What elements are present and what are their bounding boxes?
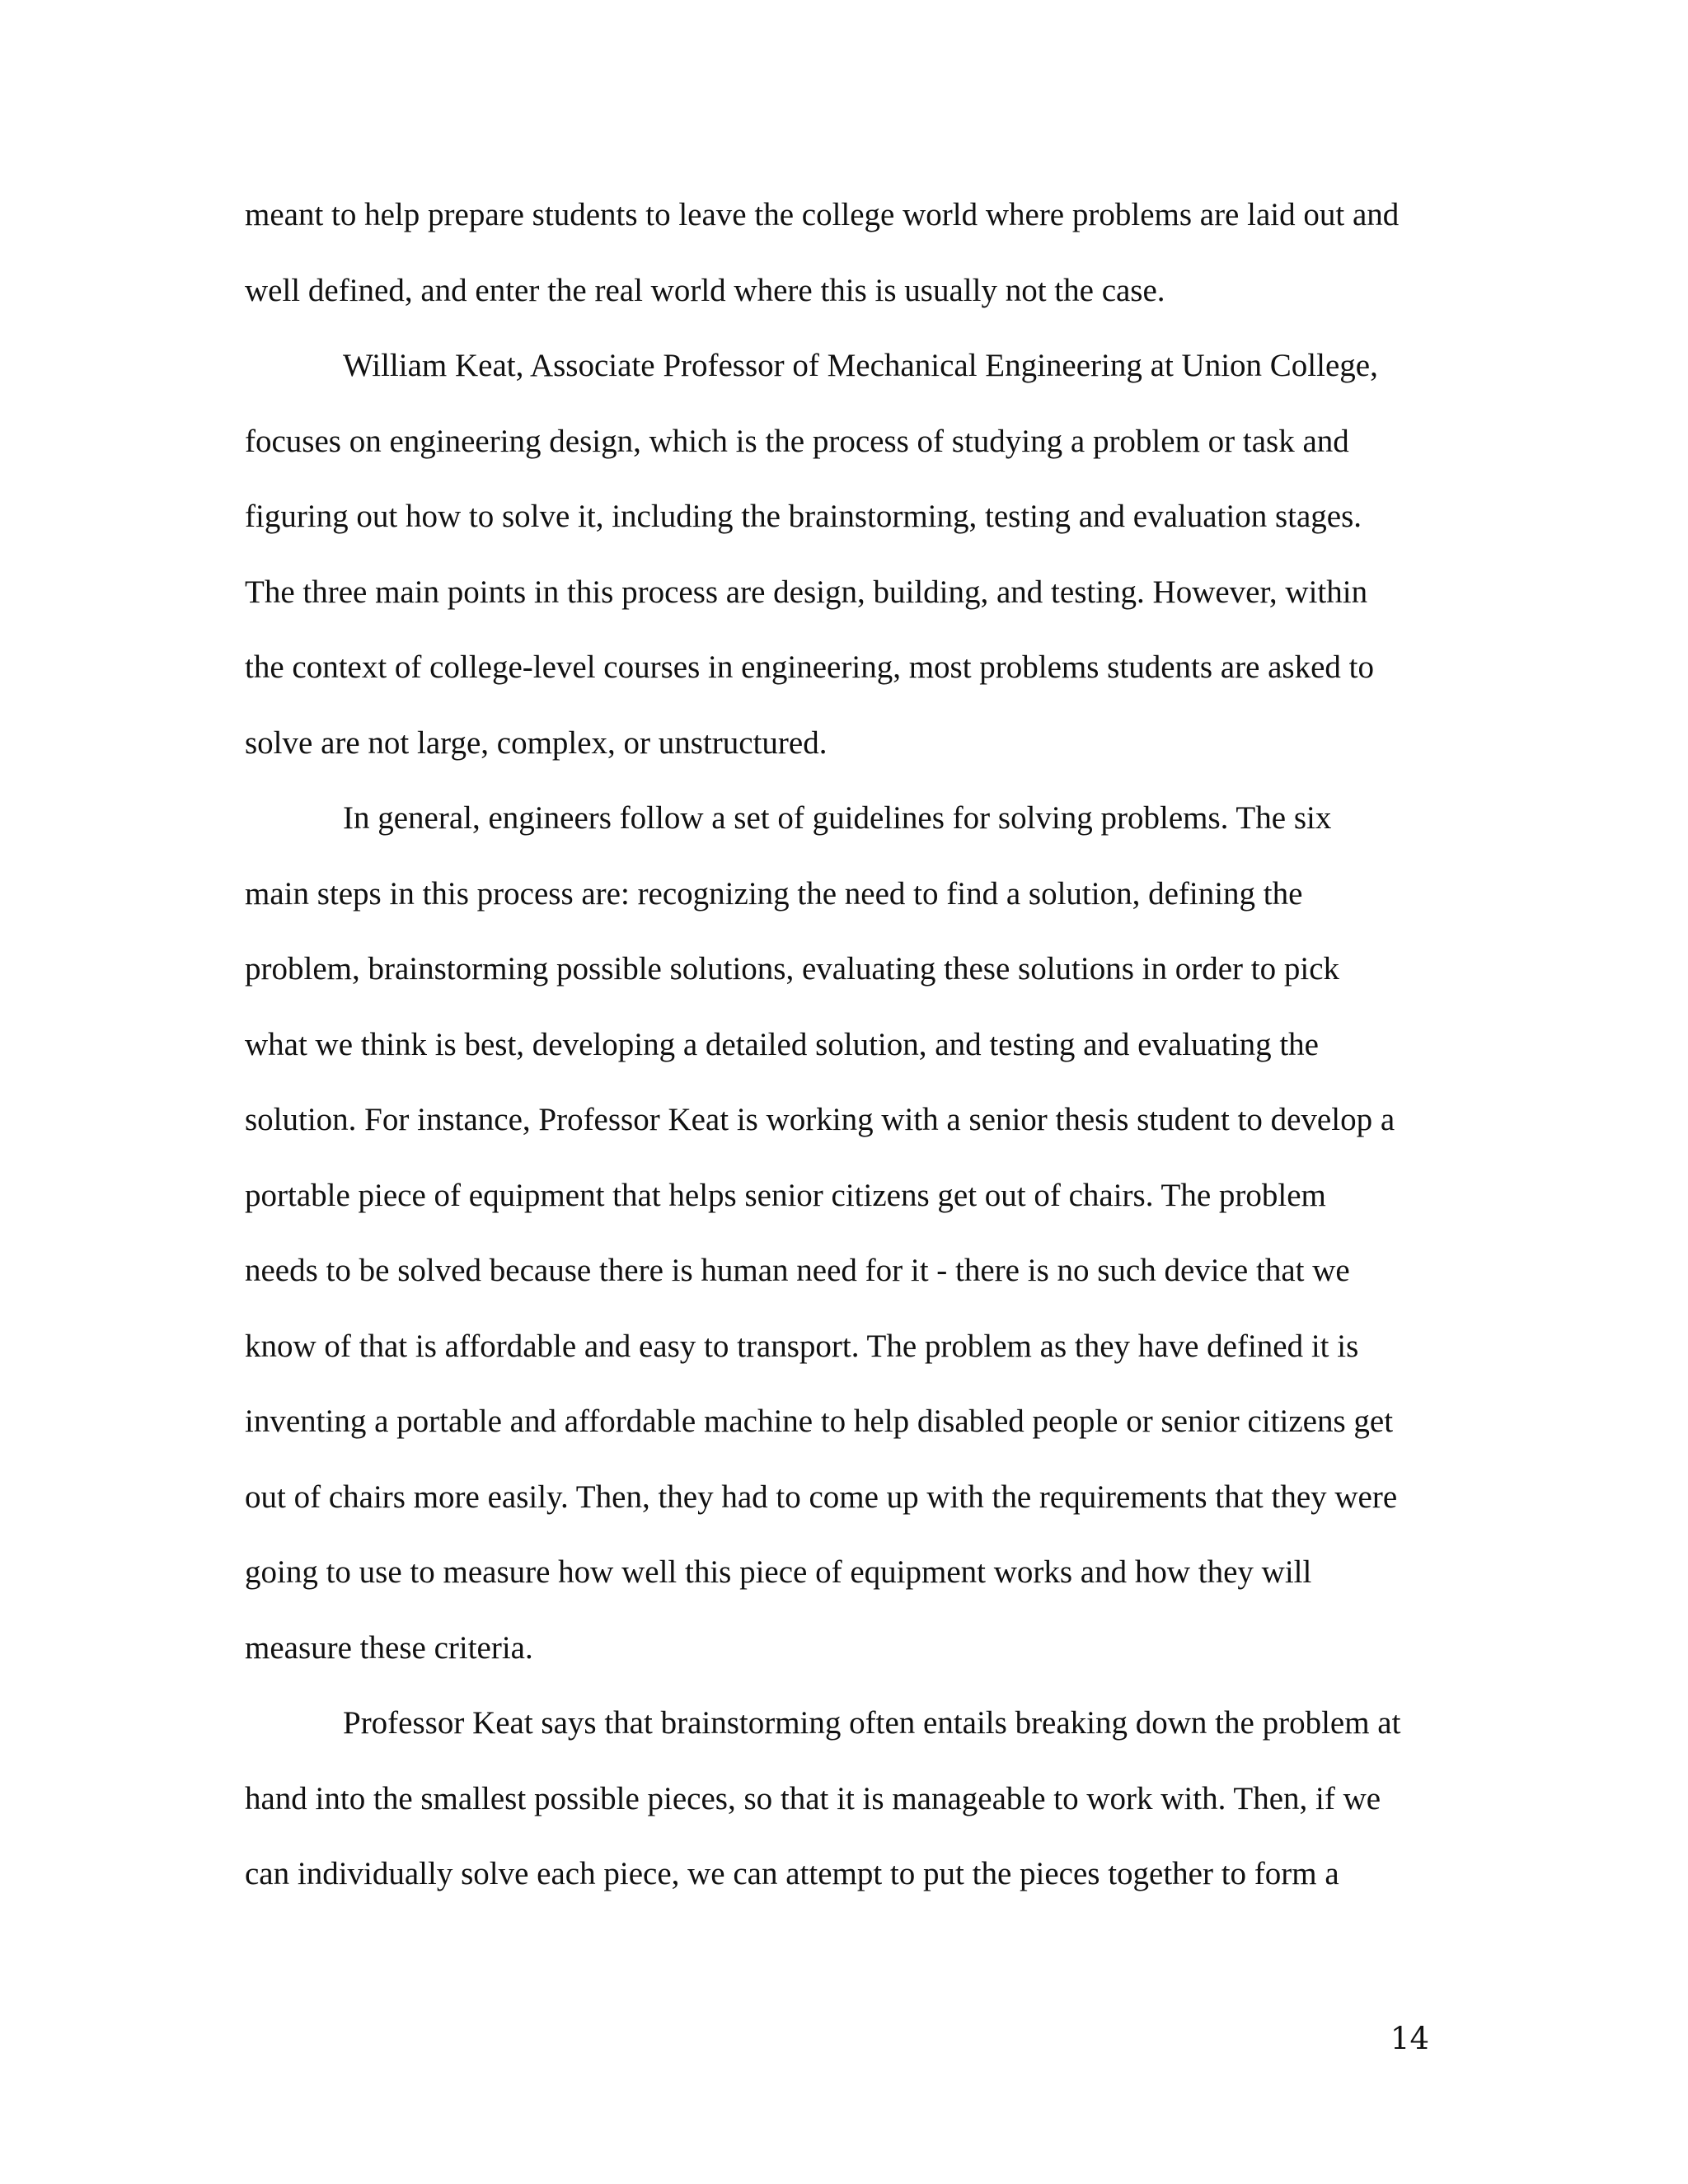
paragraph-2-line-4: The three main points in this process are design, building, and testing. However, within bbox=[245, 574, 1368, 610]
paragraph-1-line-2: well defined, and enter the real world where this is usually not the case. bbox=[245, 272, 1165, 308]
paragraph-3-line-6: portable piece of equipment that helps senior citizens get out of chairs. The problem bbox=[245, 1177, 1326, 1213]
paragraph-1-line-1: meant to help prepare students to leave the college world where problems are laid out and bbox=[245, 197, 1400, 232]
paragraph-4-line-2: hand into the smallest possible pieces, so that it is manageable to work with. Then, if we bbox=[245, 1780, 1381, 1816]
paragraph-3-line-1: In general, engineers follow a set of guidelines for solving problems. The six bbox=[343, 800, 1332, 836]
paragraph-2-line-3: figuring out how to solve it, including the brainstorming, testing and evaluation stages. bbox=[245, 499, 1362, 534]
paragraph-4-line-3: can individually solve each piece, we can attempt to put the pieces together to form a bbox=[245, 1856, 1339, 1891]
paragraph-3-line-12: measure these criteria. bbox=[245, 1629, 533, 1666]
paragraph-3-line-11: going to use to measure how well this piece of equipment works and how they will bbox=[245, 1554, 1312, 1590]
paragraph-3-line-3: problem, brainstorming possible solutions, evaluating these solutions in order to pick bbox=[245, 951, 1339, 987]
paragraph-2-line-5: the context of college-level courses in engineering, most problems students are asked to bbox=[245, 649, 1375, 685]
paragraph-3-line-9: inventing a portable and affordable machine to help disabled people or senior citizens get bbox=[245, 1404, 1394, 1439]
body-text bbox=[245, 190, 1432, 1925]
paragraph-3-line-5: solution. For instance, Professor Keat is working with a senior thesis student to develop a bbox=[245, 1102, 1395, 1137]
paragraph-4-line-1: Professor Keat says that brainstorming often entails breaking down the problem at bbox=[343, 1705, 1401, 1741]
page-number: 14 bbox=[1390, 2021, 1429, 2056]
paragraph-2-line-6: solve are not large, complex, or unstructured. bbox=[245, 724, 828, 761]
paragraph-2-line-1: William Keat, Associate Professor of Mechanical Engineering at Union College, bbox=[343, 348, 1378, 383]
paragraph-3-line-8: know of that is affordable and easy to transport. The problem as they have defined it is bbox=[245, 1328, 1359, 1364]
paragraph-3-line-7: needs to be solved because there is human need for it - there is no such device that we bbox=[245, 1253, 1350, 1288]
paragraph-3-line-2: main steps in this process are: recognizing the need to find a solution, defining the bbox=[245, 875, 1303, 912]
paragraph-3-line-4: what we think is best, developing a detailed solution, and testing and evaluating the bbox=[245, 1026, 1319, 1062]
paragraph-3-line-10: out of chairs more easily. Then, they had to come up with the requirements that they were bbox=[245, 1479, 1398, 1515]
paragraph-2-line-2: focuses on engineering design, which is the process of studying a problem or task and bbox=[245, 423, 1349, 459]
